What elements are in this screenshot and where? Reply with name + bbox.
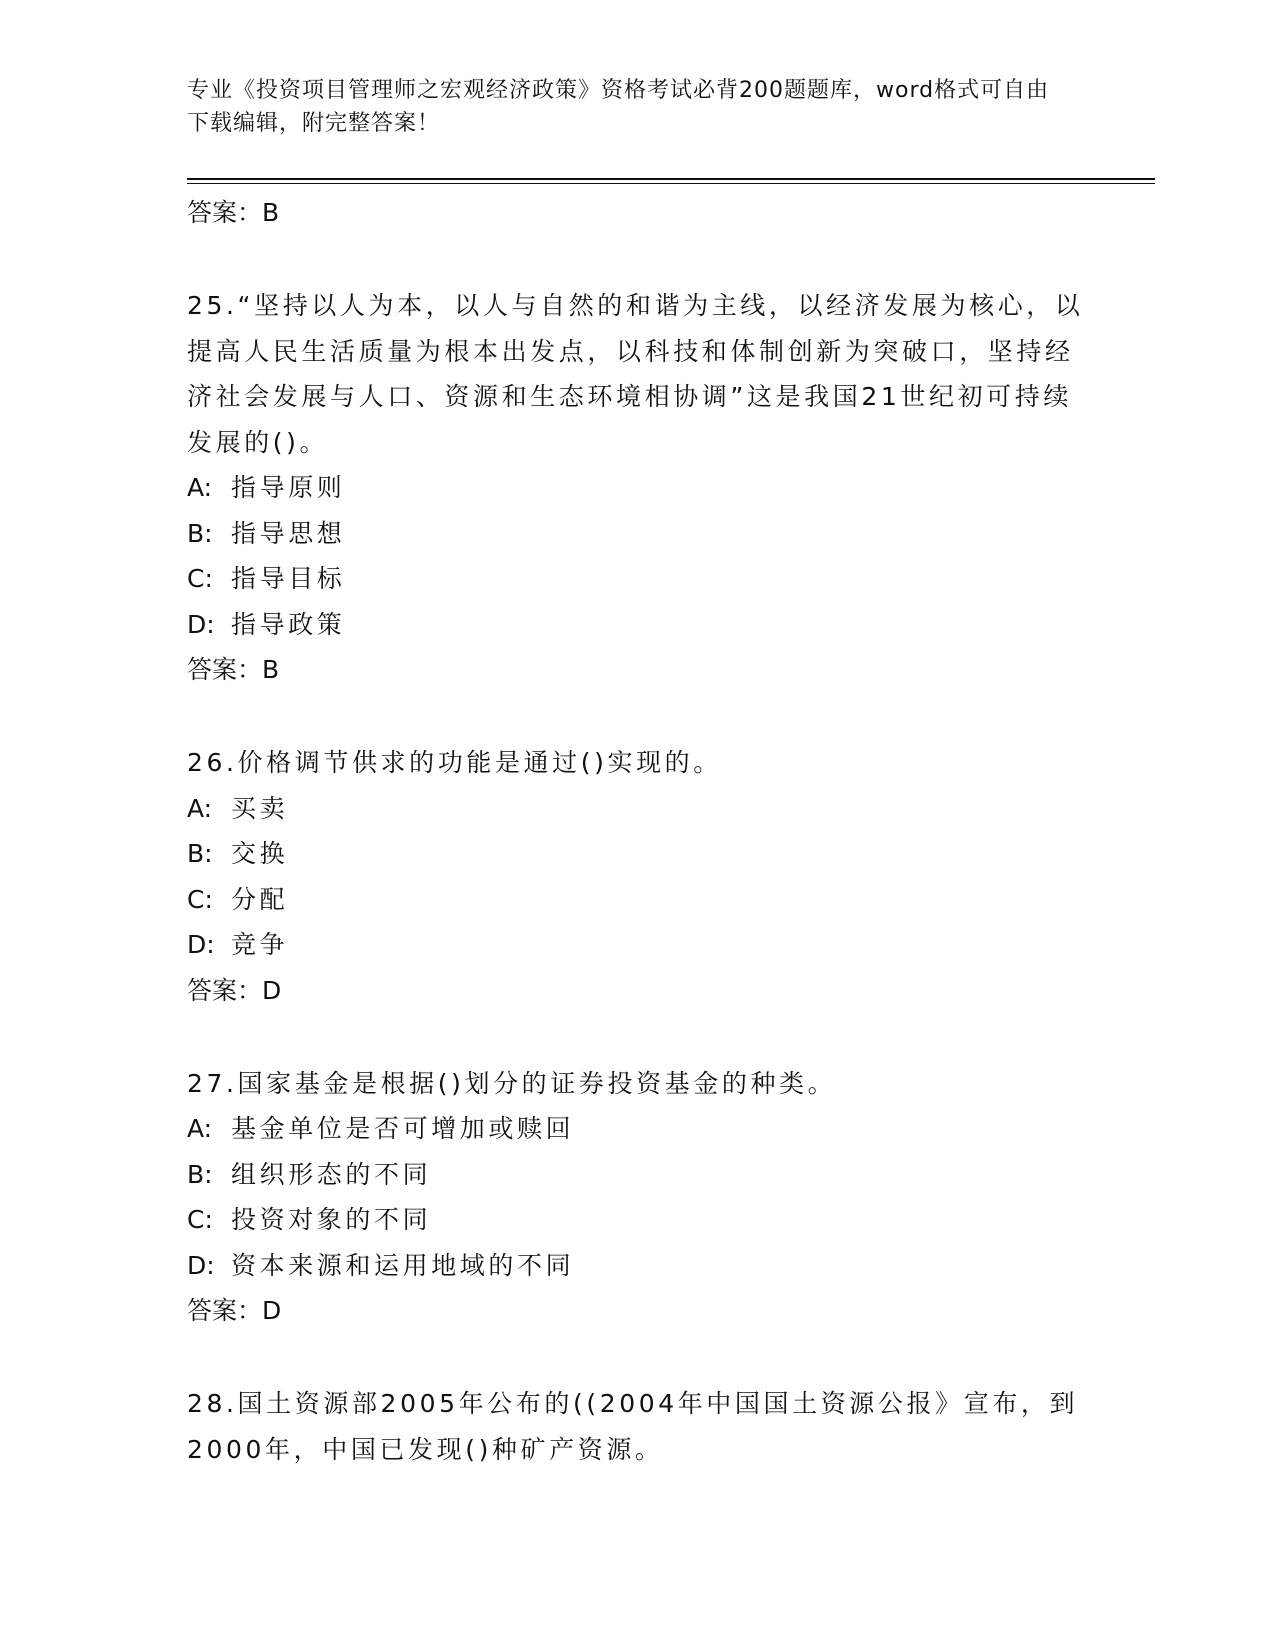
option-d [187, 1243, 1087, 1289]
option-key: A: [187, 1114, 213, 1143]
question-25 [187, 283, 1087, 693]
answer-line: 答案：B [187, 198, 280, 227]
option-key: B: [187, 839, 213, 868]
question-stem: 25.“坚持以人为本，以人与自然的和谐为主线，以经济发展为核心，以提高人民生活质量为根本出发点，以科技和体制创新为突破口，坚持经济社会发展与人口、资源和生态环境相协调”这是我国21世纪初可持续发展的()。 [187, 291, 1084, 457]
option-text: 分配 [231, 884, 289, 914]
header-divider-thin [187, 183, 1155, 184]
option-text: 指导思想 [231, 518, 346, 548]
answer-line: 答案：D [187, 1296, 282, 1325]
option-text: 基金单位是否可增加或赎回 [231, 1114, 575, 1143]
answer-line: 答案：D [187, 975, 282, 1005]
option-a [187, 1106, 1087, 1152]
option-b [187, 1152, 1087, 1198]
option-key: C: [187, 884, 213, 914]
option-text: 指导原则 [231, 473, 346, 502]
question-stem: 27.国家基金是根据()划分的证券投资基金的种类。 [187, 1068, 837, 1098]
question-list [187, 188, 1087, 1472]
question-27 [187, 1061, 1087, 1335]
question-stem: 28.国土资源部2005年公布的((2004年中国国土资源公报》宣布，到2000年，中国已发现()种矿产资源。 [187, 1389, 1079, 1464]
option-b [187, 831, 1087, 877]
option-d [187, 602, 1087, 648]
option-key: C: [187, 564, 213, 593]
option-key: C: [187, 1205, 213, 1234]
option-c [187, 877, 1087, 923]
option-text: 买卖 [231, 793, 289, 823]
document-header: 专业《投资项目管理师之宏观经济政策》资格考试必背200题题库，word格式可自由下载编辑，附完整答案！ [187, 78, 1050, 136]
option-key: A: [187, 473, 213, 502]
option-a [187, 786, 1087, 832]
option-text: 组织形态的不同 [231, 1159, 432, 1189]
option-a [187, 465, 1087, 511]
option-d [187, 922, 1087, 968]
option-text: 指导目标 [231, 564, 346, 593]
option-b [187, 511, 1087, 557]
answer-line: 答案：B [187, 655, 280, 684]
header-divider-thick [187, 178, 1155, 180]
option-c [187, 1197, 1087, 1243]
option-text: 投资对象的不同 [231, 1205, 432, 1234]
option-key: B: [187, 1159, 213, 1189]
option-key: D: [187, 930, 215, 959]
option-key: D: [187, 1250, 215, 1280]
option-text: 交换 [231, 839, 289, 868]
option-key: D: [187, 609, 215, 639]
question-26 [187, 740, 1087, 1014]
option-text: 竞争 [231, 930, 289, 959]
option-key: B: [187, 518, 213, 548]
option-text: 资本来源和运用地域的不同 [231, 1250, 575, 1280]
option-text: 指导政策 [231, 609, 346, 639]
question-28 [187, 1381, 1087, 1472]
option-c [187, 556, 1087, 602]
option-key: A: [187, 793, 213, 823]
question-stem: 26.价格调节供求的功能是通过()实现的。 [187, 748, 722, 777]
